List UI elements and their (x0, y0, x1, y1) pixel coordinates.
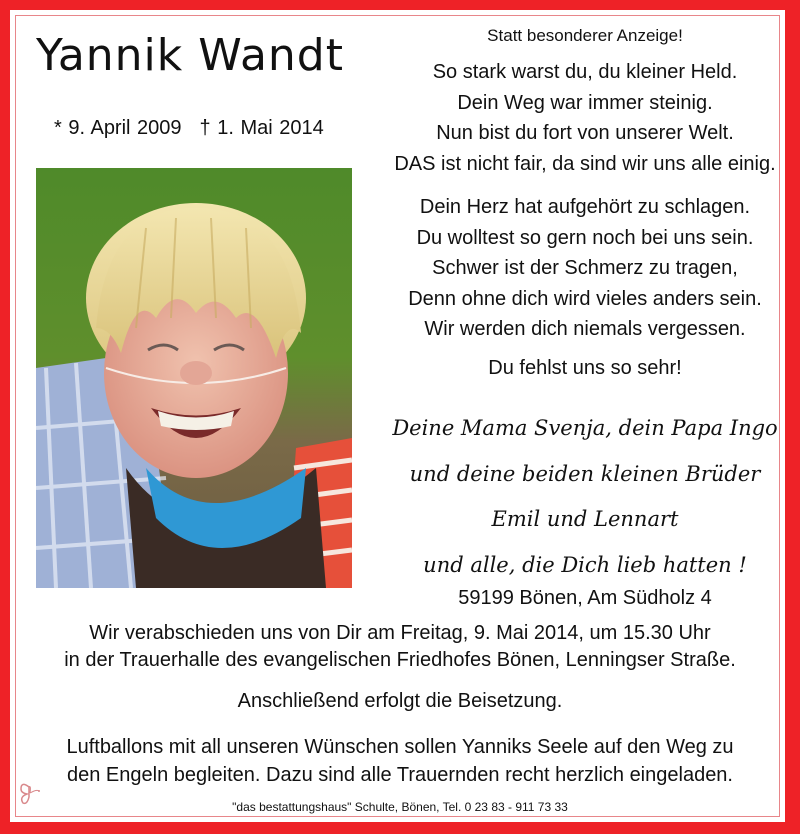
poem-line: So stark warst du, du kleiner Held. (432, 61, 738, 83)
birth-date: * 9. April 2009 (54, 117, 182, 139)
poem-line: Dein Herz hat aufgehört zu schlagen. (419, 196, 751, 218)
family-line: Emil und Lennart (491, 507, 679, 531)
family-line: und deine beiden kleinen Brüder (409, 461, 761, 486)
poem-line: Nun bist du fort von unserer Welt. (436, 122, 734, 144)
family-line: Deine Mama Svenja, dein Papa Ingo (392, 416, 778, 440)
poem-stanza-2 (383, 192, 787, 345)
balloons-line: den Engeln begleiten. Dazu sind alle Trauernden recht herzlich eingeladen. (66, 764, 733, 786)
family-line: und alle, die Dich lieb hatten ! (423, 552, 747, 577)
death-date: † 1. Mai 2014 (199, 117, 324, 139)
missing-line: Du fehlst uns so sehr! (488, 357, 682, 379)
poem-line: Wir werden dich niemals vergessen. (424, 318, 746, 340)
life-dates (54, 117, 324, 140)
poem-stanza-1 (383, 57, 787, 179)
poem-line: Denn ohne dich wird vieles anders sein. (408, 287, 762, 310)
balloons-info (20, 733, 780, 789)
family-address: 59199 Bönen, Am Südholz 4 (458, 587, 712, 609)
ceremony-line: Wir verabschieden uns von Dir am Freitag, 9. Mai 2014, um 15.30 Uhr (89, 622, 711, 644)
intro-line: Statt besonderer Anzeige! (487, 26, 683, 45)
burial-info: Anschließend erfolgt die Beisetzung. (237, 690, 563, 712)
child-portrait-photo-icon (36, 168, 352, 588)
funeral-home-footer: "das bestattungshaus" Schulte, Bönen, Tel. 0 23 83 - 911 73 33 (232, 800, 568, 814)
ceremony-line: in der Trauerhalle des evangelischen Friedhofes Bönen, Lenningser Straße. (64, 649, 736, 671)
portrait-photo (36, 168, 352, 588)
poem-line: Dein Weg war immer steinig. (457, 91, 713, 114)
poem-line: Schwer ist der Schmerz zu tragen, (432, 257, 738, 279)
balloons-line: Luftballons mit all unseren Wünschen sollen Yanniks Seele auf den Weg zu (66, 736, 734, 758)
poem-line: Du wolltest so gern noch bei uns sein. (416, 226, 754, 249)
deceased-name: Yannik Wandt (36, 30, 344, 81)
ceremony-info (20, 620, 780, 674)
poem-line: DAS ist nicht fair, da sind wir uns alle einig. (394, 152, 776, 175)
family-signature (383, 406, 787, 588)
